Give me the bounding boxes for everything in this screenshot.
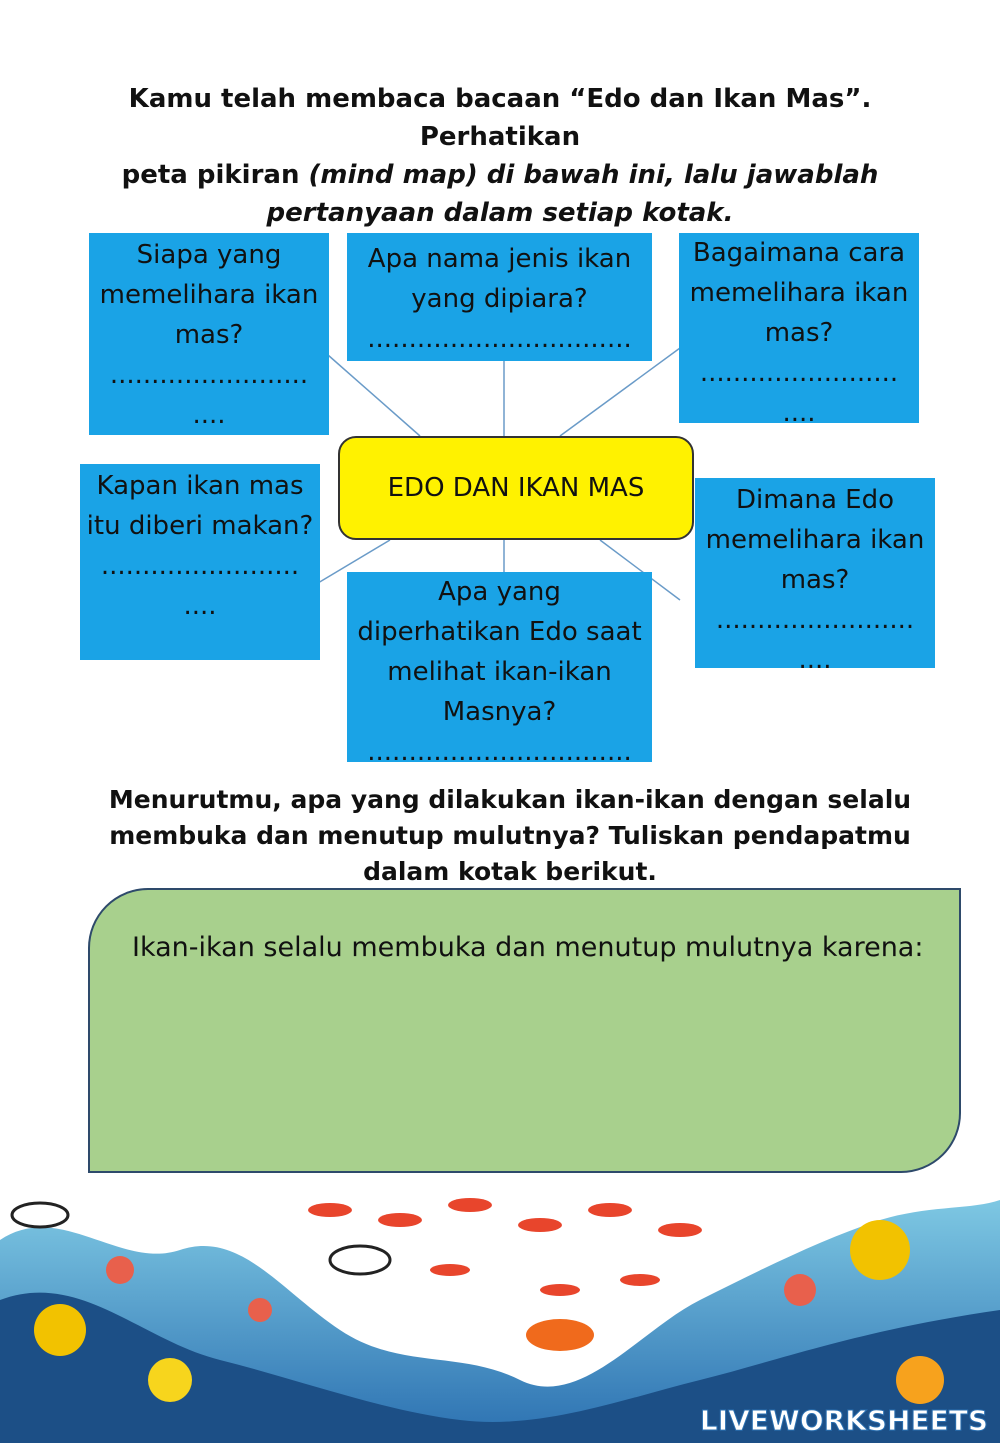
question-box-who xyxy=(89,233,329,435)
answer-blank-end: .... xyxy=(192,400,226,430)
question-text: Siapa yang memelihara ikan mas? xyxy=(99,240,319,350)
mind-map-center xyxy=(338,436,694,540)
answer-blank[interactable]: ................................ xyxy=(367,737,632,762)
instruction-bottom-line1: Menurutmu, apa yang dilakukan ikan-ikan dengan selalu xyxy=(108,785,912,814)
instruction-top-line2-normal: peta pikiran xyxy=(121,160,309,190)
question-box-when xyxy=(80,464,320,660)
question-text: Kapan ikan mas itu diberi makan? xyxy=(86,471,314,541)
instruction-top-line2-italic: (mind map) di bawah ini, lalu jawablah xyxy=(308,160,879,190)
instruction-top-line3-italic: pertanyaan dalam setiap kotak. xyxy=(266,198,734,228)
question-text: Apa yang diperhatikan Edo saat melihat ikan-ikan Masnya? xyxy=(357,577,642,727)
answer-blank-end: .... xyxy=(183,591,217,621)
instruction-bottom-line2: membuka dan menutup mulutnya? Tuliskan pendapatmu xyxy=(109,821,911,850)
question-text: Apa nama jenis ikan yang dipiara? xyxy=(367,244,632,314)
answer-blank[interactable]: ........................ xyxy=(109,360,309,390)
question-text: Dimana Edo memelihara ikan mas? xyxy=(705,485,925,595)
answer-blank-end: .... xyxy=(798,645,832,668)
question-box-how xyxy=(679,233,919,423)
answer-blank[interactable]: ........................ xyxy=(715,605,915,635)
instruction-bottom-line3: dalam kotak berikut. xyxy=(363,857,657,886)
liveworksheets-watermark: LIVEWORKSHEETS xyxy=(699,1404,988,1437)
answer-blank-end: .... xyxy=(782,398,816,423)
answer-blank[interactable]: ........................ xyxy=(100,551,300,581)
instruction-top-line1: Kamu telah membaca bacaan “Edo dan Ikan Mas”. Perhatikan xyxy=(128,84,872,152)
question-box-where xyxy=(695,478,935,668)
center-label: EDO DAN IKAN MAS xyxy=(387,473,645,503)
answer-blank[interactable]: ................................ xyxy=(367,324,632,354)
instruction-bottom xyxy=(100,782,920,890)
question-text: Bagaimana cara memelihara ikan mas? xyxy=(689,238,909,348)
answer-box-label: Ikan-ikan selalu membuka dan menutup mulutnya karena: xyxy=(132,932,924,963)
answer-box[interactable] xyxy=(88,888,961,1173)
question-box-fish-type xyxy=(347,233,652,361)
question-box-what-noticed xyxy=(347,572,652,762)
answer-blank[interactable]: ........................ xyxy=(699,358,899,388)
